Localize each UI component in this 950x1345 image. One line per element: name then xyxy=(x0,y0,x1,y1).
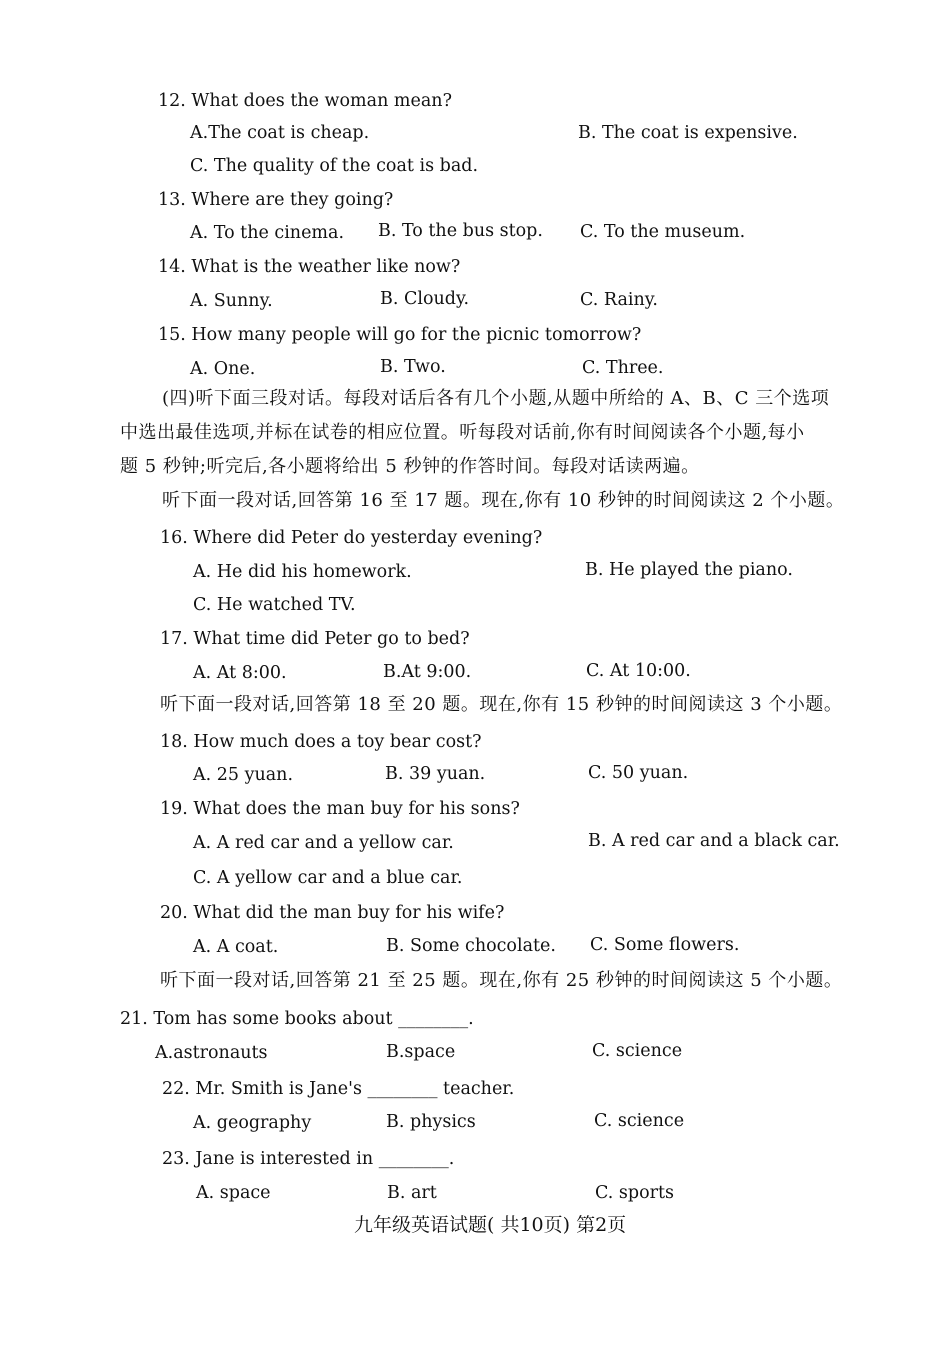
option-12-c: C. The quality of the coat is bad. xyxy=(190,156,479,176)
option-23-c: C. sports xyxy=(595,1183,674,1203)
option-22-a: A. geography xyxy=(193,1113,312,1133)
option-13-c: C. To the museum. xyxy=(580,222,746,242)
question-16: 16. Where did Peter do yesterday evening? xyxy=(160,528,543,548)
option-20-c: C. Some flowers. xyxy=(590,935,740,955)
option-17-a: A. At 8:00. xyxy=(193,663,287,683)
option-16-c: C. He watched TV. xyxy=(193,595,356,615)
option-16-b: B. He played the piano. xyxy=(585,560,793,580)
option-13-a: A. To the cinema. xyxy=(190,223,345,243)
instruction-line: 题 5 秒钟;听完后,各小题将给出 5 秒钟的作答时间。每段对话读两遍。 xyxy=(120,456,700,477)
option-22-b: B. physics xyxy=(386,1112,476,1132)
option-21-a: A.astronauts xyxy=(155,1043,268,1063)
question-14: 14. What is the weather like now? xyxy=(158,257,461,277)
instruction-line: 中选出最佳选项,并标在试卷的相应位置。听每段对话前,你有时间阅读各个小题,每小 xyxy=(120,422,805,443)
option-12-b: B. The coat is expensive. xyxy=(578,123,798,143)
option-15-a: A. One. xyxy=(190,359,256,379)
option-13-b: B. To the bus stop. xyxy=(378,221,543,241)
option-15-c: C. Three. xyxy=(582,358,664,378)
option-18-c: C. 50 yuan. xyxy=(588,763,689,783)
question-22: 22. Mr. Smith is Jane's ________ teacher. xyxy=(162,1079,515,1099)
question-20: 20. What did the man buy for his wife? xyxy=(160,903,505,923)
option-21-b: B.space xyxy=(386,1042,456,1062)
option-20-a: A. A coat. xyxy=(193,937,279,957)
instruction-line: (四)听下面三段对话。每段对话后各有几个小题,从题中所给的 A、B、C 三个选项 xyxy=(162,388,830,409)
option-22-c: C. science xyxy=(594,1111,685,1131)
option-17-c: C. At 10:00. xyxy=(586,661,691,681)
option-12-a: A.The coat is cheap. xyxy=(190,123,370,143)
option-18-a: A. 25 yuan. xyxy=(193,765,294,785)
instruction-line: 听下面一段对话,回答第 18 至 20 题。现在,你有 15 秒钟的时间阅读这 3 个小题。 xyxy=(160,694,843,715)
question-19: 19. What does the man buy for his sons? xyxy=(160,799,520,819)
question-12: 12. What does the woman mean? xyxy=(158,91,452,111)
instruction-line: 听下面一段对话,回答第 16 至 17 题。现在,你有 10 秒钟的时间阅读这 2 个小题。 xyxy=(162,490,845,511)
option-19-a: A. A red car and a yellow car. xyxy=(193,833,454,853)
option-21-c: C. science xyxy=(592,1041,683,1061)
question-13: 13. Where are they going? xyxy=(158,190,394,210)
page-footer: 九年级英语试题( 共10页) 第2页 xyxy=(354,1214,627,1236)
question-21: 21. Tom has some books about ________. xyxy=(120,1009,474,1029)
option-20-b: B. Some chocolate. xyxy=(386,936,556,956)
question-23: 23. Jane is interested in ________. xyxy=(162,1149,455,1169)
option-14-c: C. Rainy. xyxy=(580,290,658,310)
question-15: 15. How many people will go for the picnic tomorrow? xyxy=(158,325,642,345)
option-19-c: C. A yellow car and a blue car. xyxy=(193,868,463,888)
option-16-a: A. He did his homework. xyxy=(193,562,412,582)
option-23-a: A. space xyxy=(196,1183,271,1203)
question-18: 18. How much does a toy bear cost? xyxy=(160,732,482,752)
option-14-a: A. Sunny. xyxy=(190,291,273,311)
question-17: 17. What time did Peter go to bed? xyxy=(160,629,470,649)
option-14-b: B. Cloudy. xyxy=(380,289,470,309)
instruction-line: 听下面一段对话,回答第 21 至 25 题。现在,你有 25 秒钟的时间阅读这 5 个小题。 xyxy=(160,970,843,991)
option-19-b: B. A red car and a black car. xyxy=(588,831,840,851)
option-15-b: B. Two. xyxy=(380,357,446,377)
option-17-b: B.At 9:00. xyxy=(383,662,472,682)
option-23-b: B. art xyxy=(387,1183,437,1203)
option-18-b: B. 39 yuan. xyxy=(385,764,486,784)
